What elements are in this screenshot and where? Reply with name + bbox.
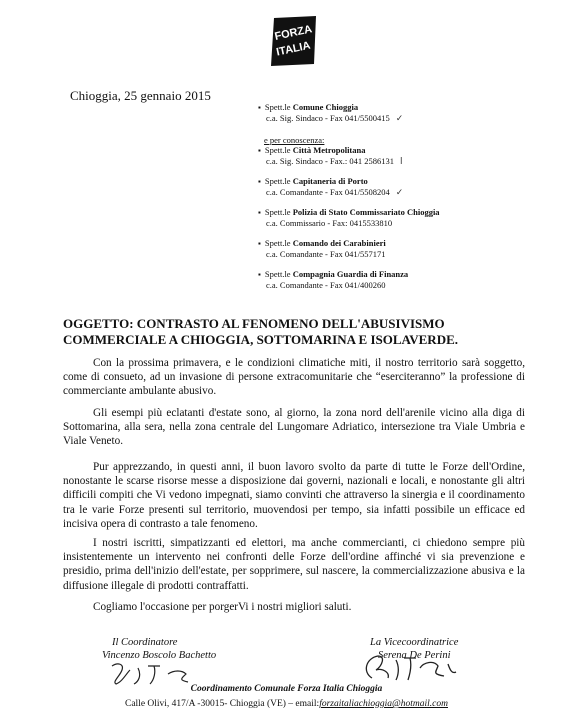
body-paragraph: Gli esempi più eclatanti d'estate sono, al giorno, la zona nord dell'arenile vicino alla diga di Sottomarina, alla sera, nella zona centrale del Lungomare Adriatico, intersezione tra Viale Umbria e Viale Veneto. [63, 407, 525, 448]
recipient-item: ▪ Spett.le Capitaneria di Porto c.a. Comandante - Fax 041/5508204 ✓ [258, 176, 404, 198]
body-paragraph: Con la prossima primavera, e le condizioni climatiche miti, il nostro territorio sarà soggetto, come di consueto, ad un invasione di persone extracomunitarie che “eserciteranno” la professione di commerciante ambulante abusivo. [63, 357, 525, 398]
footer-organization: Coordinamento Comunale Forza Italia Chioggia [190, 684, 383, 694]
per-conoscenza-label: e per conoscenza: [264, 135, 325, 145]
svg-text:FORZA: FORZA [273, 23, 314, 43]
subject-line: OGGETTO: CONTRASTO AL FENOMENO DELL'ABUSIVISMO COMMERCIALE A CHIOGGIA, SOTTOMARINA E ISOLAVERDE. [63, 316, 459, 347]
left-signatory-name: Vincenzo Boscolo Bachetto [102, 650, 217, 661]
svg-text:ITALIA: ITALIA [275, 39, 312, 59]
right-signatory-name: Serena De Perini [378, 650, 451, 661]
letter-date: Chioggia, 25 gennaio 2015 [70, 88, 211, 103]
body-paragraph: Cogliamo l'occasione per porgerVi i nostri migliori saluti. [93, 601, 352, 613]
forza-italia-logo [268, 14, 320, 68]
left-signatory-role: Il Coordinatore [112, 637, 178, 648]
right-signature [352, 648, 472, 689]
footer-address: Calle Olivi, 417/A -30015- Chioggia (VE) – email:forzaitaliachioggia@hotmail.com [124, 699, 448, 709]
recipient-item: ▪ Spett.le Polizia di Stato Commissariato Chioggia c.a. Commissario - Fax: 0415533810 [258, 207, 440, 228]
recipient-item: ▪ Spett.le Compagnia Guardia di Finanza c.a. Comandante - Fax 041/400260 [258, 269, 409, 290]
footer-email-link[interactable]: forzaitaliachioggia@hotmail.com [319, 699, 448, 709]
right-signatory-role: La Vicecoordinatrice [370, 637, 459, 648]
recipient-item: ▪ Spett.le Comando dei Carabinieri c.a. Comandante - Fax 041/557171 [258, 238, 386, 259]
recipient-primary: ▪ Spett.le Comune Chioggia c.a. Sig. Sindaco - Fax 041/5500415 ✓ [258, 102, 404, 124]
recipient-item: ▪ Spett.le Città Metropolitana c.a. Sig. Sindaco - Fax.: 041 2586131 ⅼ [258, 145, 403, 167]
body-paragraph: I nostri iscritti, simpatizzanti ed elettori, ma anche commercianti, ci chiedono sempre più insistentemente un intervento nei confronti delle Forze dell'ordine affinché vi sia prevenzione e presidio, prima dell'inizio dell'estate, per sopprimere, sul nascere, la commercializzazione abusiva e la diffusione illegale di prodotti contraffatti. [63, 537, 525, 592]
body-paragraph: Pur apprezzando, in questi anni, il buon lavoro svolto da parte di tutte le Forze dell'Ordine, nonostante le scarse risorse messe a disposizione dai governi, nazionali e locali, e nonostante gli altri difficili compiti che Vi vedono impegnati, siamo convinti che attraverso la sinergia e il coordinamento tra le varie Forze presenti sul territorio, muovendosi per tempo, sia infatti possibile un efficace ed incisiva opera di contrasto a tale fenomeno. [63, 461, 525, 530]
